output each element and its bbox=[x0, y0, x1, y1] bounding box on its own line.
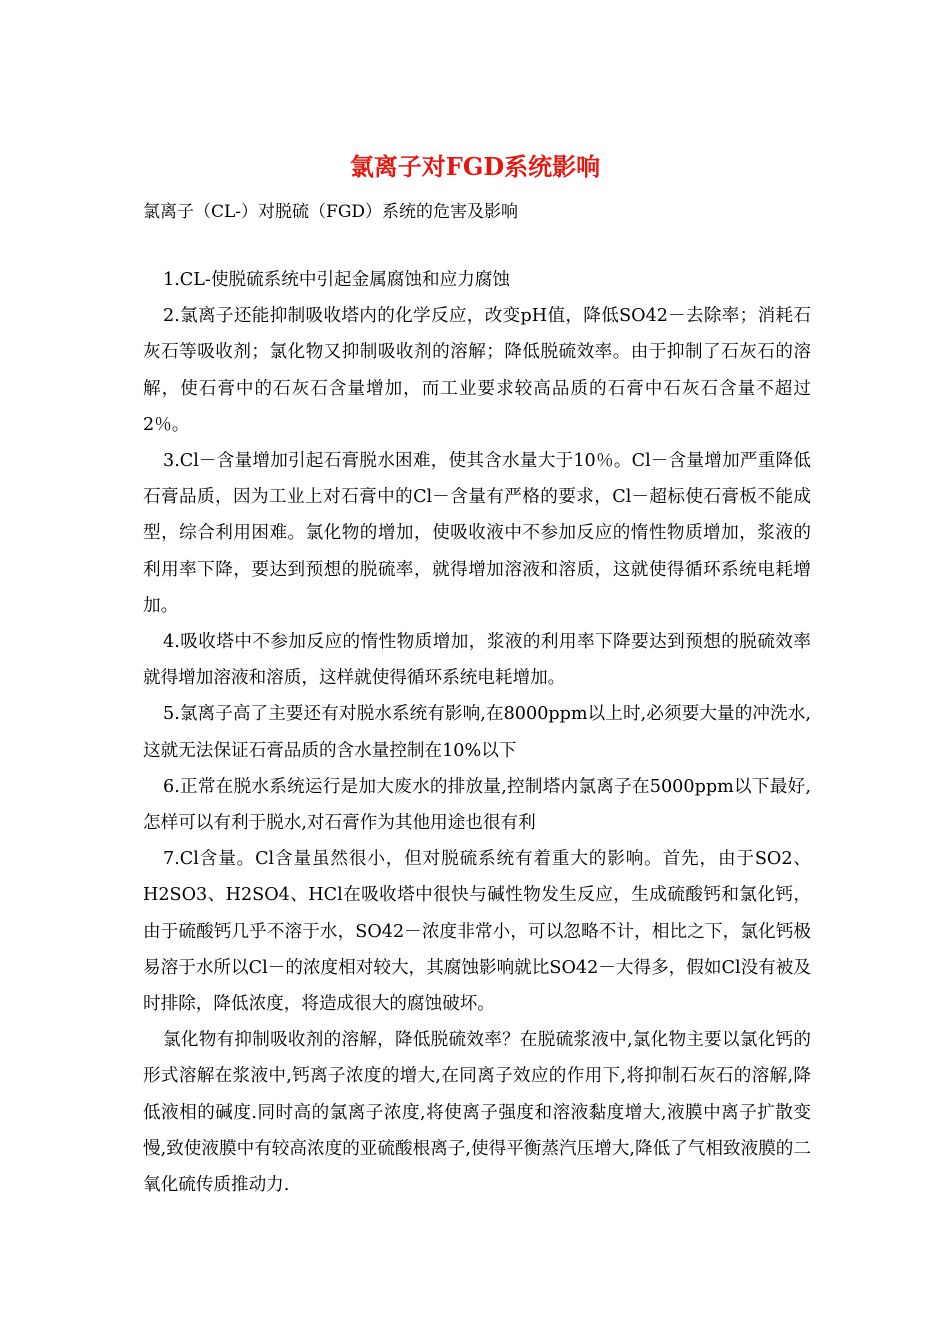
paragraph-8: 氯化物有抑制吸收剂的溶解，降低脱硫效率？在脱硫浆液中,氯化物主要以氯化钙的形式溶解在浆液中,钙离子浓度的增大,在同离子效应的作用下,将抑制石灰石的溶解,降低液相的碱度.同时高的氯离子浓度,将使离子强度和溶液黏度增大,液膜中离子扩散变慢,致使液膜中有较高浓度的亚硫酸根离子,使得平衡蒸汽压增大,降低了气相致液膜的二氧化硫传质推动力. bbox=[143, 1030, 811, 1196]
document-subtitle: 氯离子（CL-）对脱硫（FGD）系统的危害及影响 bbox=[143, 202, 519, 222]
paragraph-1: 1.CL-使脱硫系统中引起金属腐蚀和应力腐蚀 bbox=[163, 270, 510, 290]
paragraph-4: 4.吸收塔中不参加反应的惰性物质增加，浆液的利用率下降要达到预想的脱硫效率就得增加溶液和溶质，这样就使得循环系统电耗增加。 bbox=[143, 632, 811, 689]
document-title: 氯离子对FGD系统影响 bbox=[349, 152, 601, 181]
paragraph-3: 3.Cl－含量增加引起石膏脱水困难，使其含水量大于10％。Cl－含量增加严重降低石膏品质，因为工业上对石膏中的Cl－含量有严格的要求，Cl－超标使石膏板不能成型，综合利用困难。氯化物的增加，使吸收液中不参加反应的惰性物质增加，浆液的利用率下降，要达到预想的脱硫率，就得增加溶液和溶质，这就使得循环系统电耗增加。 bbox=[143, 451, 811, 616]
paragraph-7: 7.Cl含量。Cl含量虽然很小，但对脱硫系统有着重大的影响。首先，由于SO2、H2SO3、H2SO4、HCl在吸收塔中很快与碱性物发生反应，生成硫酸钙和氯化钙，由于硫酸钙几乎不溶于水，SO42－浓度非常小，可以忽略不计，相比之下，氯化钙极易溶于水所以Cl－的浓度相对较大，其腐蚀影响就比SO42－大得多，假如Cl没有被及时排除，降低浓度，将造成很大的腐蚀破坏。 bbox=[143, 849, 811, 1015]
paragraph-6: 6.正常在脱水系统运行是加大废水的排放量,控制塔内氯离子在5000ppm以下最好,怎样可以有利于脱水,对石膏作为其他用途也很有利 bbox=[143, 776, 811, 834]
paragraph-5: 5.氯离子高了主要还有对脱水系统有影响,在8000ppm以上时,必须要大量的冲洗水,这就无法保证石膏品质的含水量控制在10%以下 bbox=[143, 704, 811, 761]
document-body bbox=[143, 262, 811, 1203]
paragraph-2: 2.氯离子还能抑制吸收塔内的化学反应，改变pH值，降低SO42－去除率；消耗石灰石等吸收剂；氯化物又抑制吸收剂的溶解；降低脱硫效率。由于抑制了石灰石的溶解，使石膏中的石灰石含量增加，而工业要求较高品质的石膏中石灰石含量不超过2％。 bbox=[143, 306, 811, 435]
